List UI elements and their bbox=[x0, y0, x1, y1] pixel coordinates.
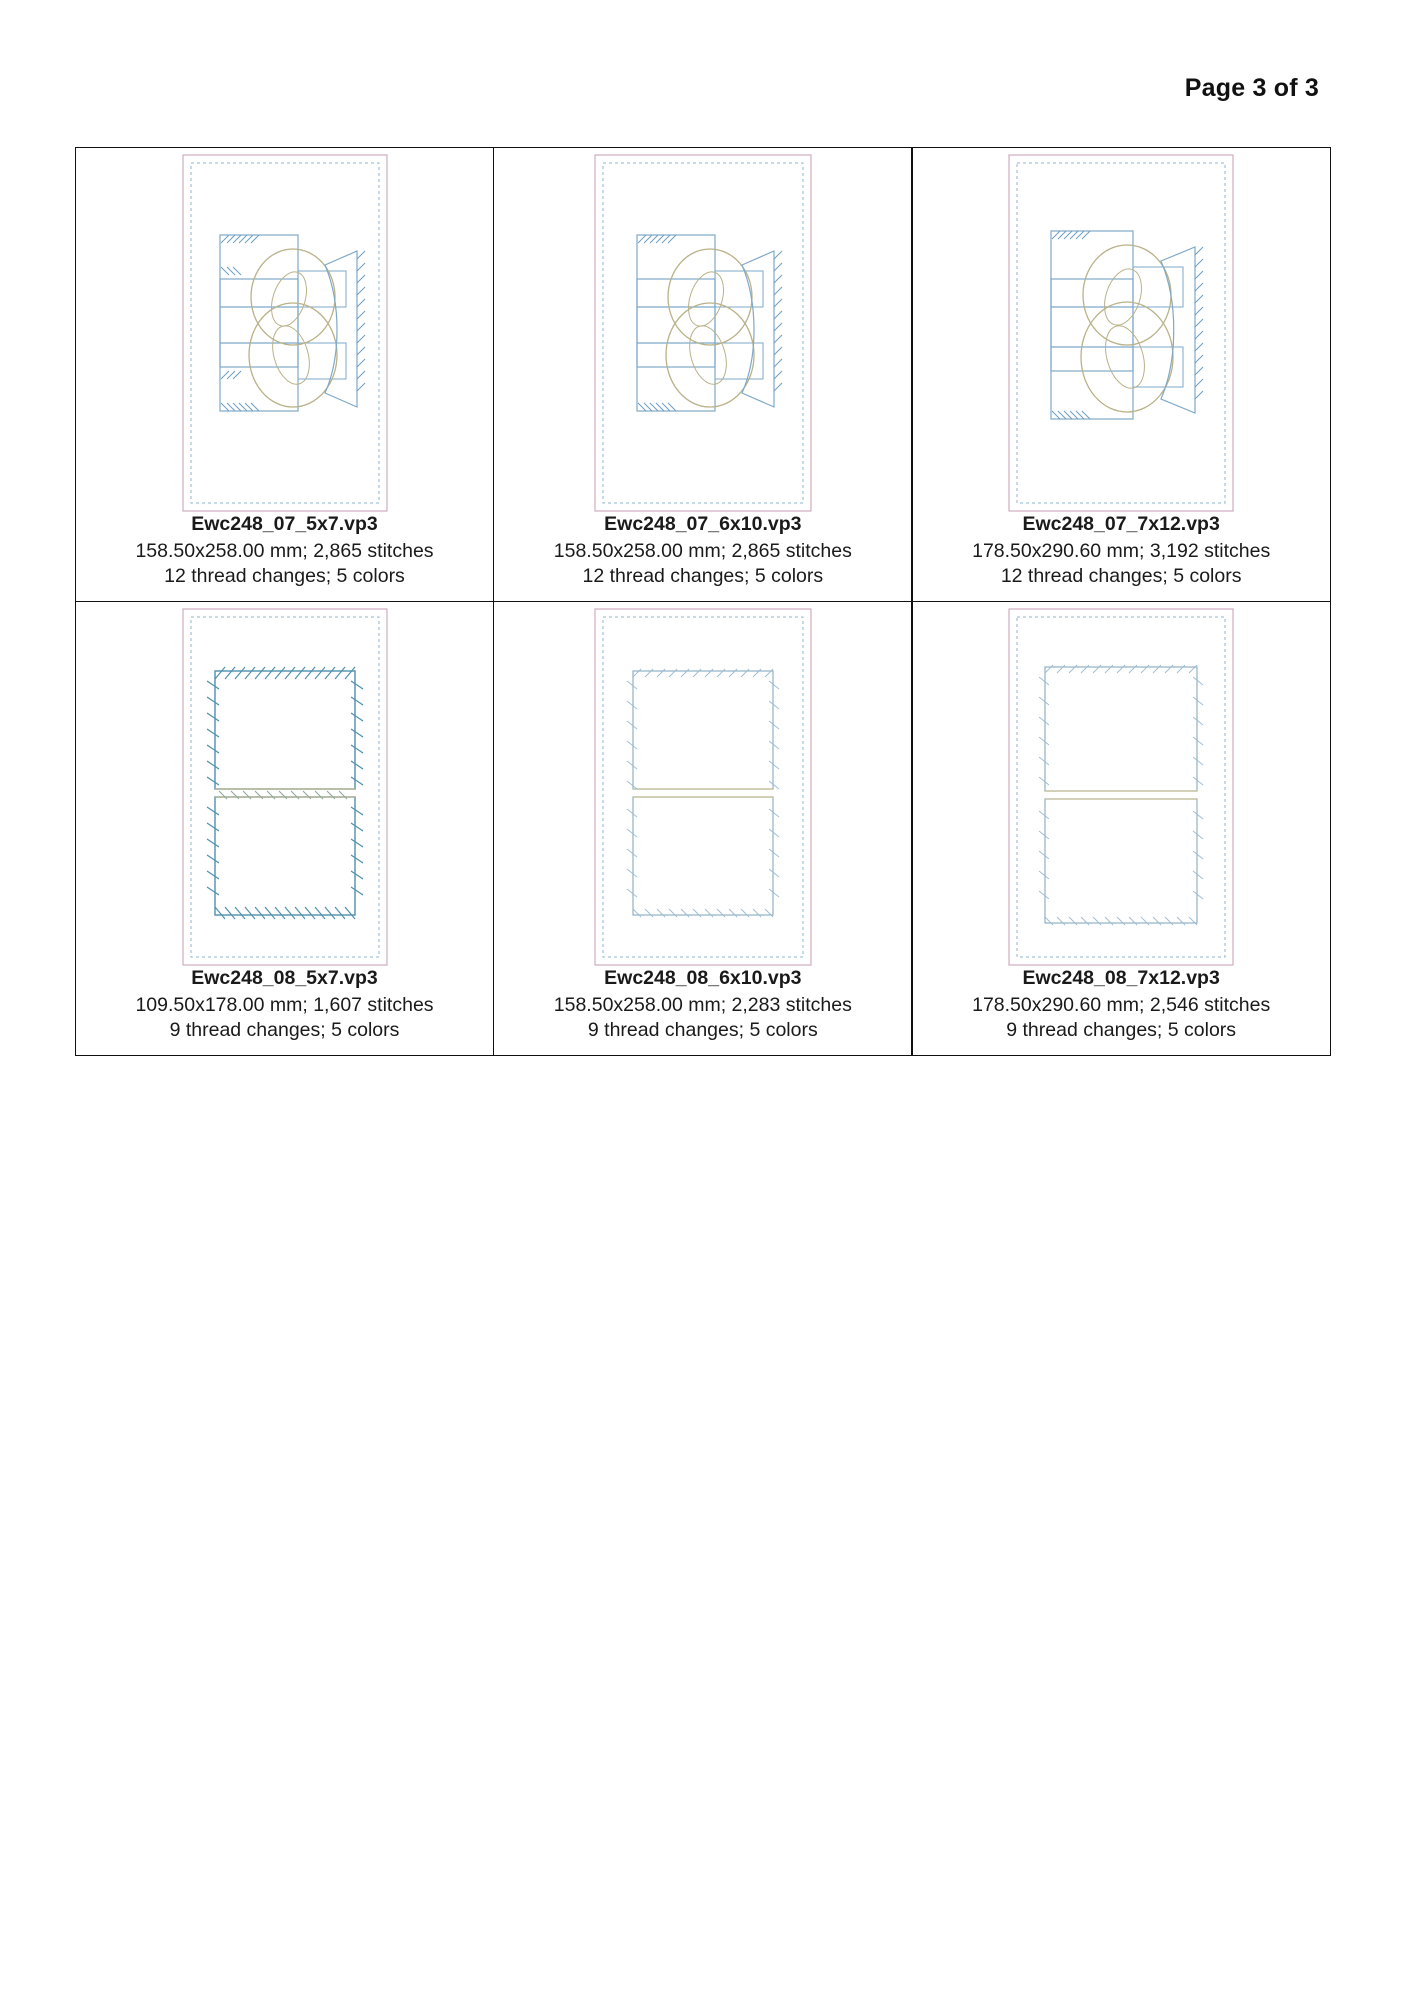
design-caption bbox=[972, 966, 1270, 1044]
design-threads: 12 thread changes; 5 colors bbox=[582, 565, 824, 588]
monogram-design-svg bbox=[577, 147, 829, 519]
design-dimensions: 178.50x290.60 mm; 2,546 stitches bbox=[972, 993, 1271, 1016]
design-preview bbox=[494, 148, 911, 518]
page-number-label: Page 3 of 3 bbox=[1184, 74, 1319, 102]
design-cell[interactable] bbox=[75, 601, 494, 1056]
design-caption bbox=[135, 512, 433, 590]
monogram-design-svg bbox=[165, 147, 405, 519]
design-cell[interactable] bbox=[75, 147, 494, 602]
design-dimensions: 158.50x258.00 mm; 2,283 stitches bbox=[553, 993, 852, 1016]
design-cell[interactable] bbox=[912, 601, 1331, 1056]
design-dimensions: 158.50x258.00 mm; 2,865 stitches bbox=[135, 539, 434, 562]
design-filename: Ewc248_07_5x7.vp3 bbox=[191, 513, 378, 535]
design-caption bbox=[554, 966, 852, 1044]
design-dimensions: 109.50x178.00 mm; 1,607 stitches bbox=[135, 993, 434, 1016]
design-dimensions: 178.50x290.60 mm; 3,192 stitches bbox=[972, 539, 1271, 562]
bands-design-svg bbox=[577, 601, 829, 973]
bands-design-svg bbox=[993, 601, 1249, 973]
bands-design-svg bbox=[165, 601, 405, 973]
design-filename: Ewc248_07_6x10.vp3 bbox=[604, 513, 802, 535]
design-threads: 12 thread changes; 5 colors bbox=[1000, 565, 1242, 588]
design-threads: 12 thread changes; 5 colors bbox=[164, 565, 405, 588]
design-preview bbox=[76, 602, 493, 972]
design-filename: Ewc248_07_7x12.vp3 bbox=[1022, 513, 1220, 535]
design-cell[interactable] bbox=[493, 147, 912, 602]
design-preview bbox=[494, 602, 911, 972]
design-caption bbox=[554, 512, 852, 590]
monogram-design-svg bbox=[993, 147, 1249, 519]
design-filename: Ewc248_08_7x12.vp3 bbox=[1022, 967, 1220, 989]
design-filename: Ewc248_08_5x7.vp3 bbox=[191, 967, 378, 989]
design-threads: 9 thread changes; 5 colors bbox=[169, 1019, 400, 1042]
design-caption bbox=[972, 512, 1270, 590]
design-caption bbox=[135, 966, 433, 1044]
design-preview bbox=[913, 602, 1330, 972]
design-dimensions: 158.50x258.00 mm; 2,865 stitches bbox=[553, 539, 852, 562]
design-preview bbox=[76, 148, 493, 518]
design-grid bbox=[75, 147, 1330, 1055]
design-threads: 9 thread changes; 5 colors bbox=[587, 1019, 818, 1042]
design-preview bbox=[913, 148, 1330, 518]
design-cell[interactable] bbox=[912, 147, 1331, 602]
design-threads: 9 thread changes; 5 colors bbox=[1006, 1019, 1237, 1042]
design-filename: Ewc248_08_6x10.vp3 bbox=[604, 967, 802, 989]
design-cell[interactable] bbox=[493, 601, 912, 1056]
